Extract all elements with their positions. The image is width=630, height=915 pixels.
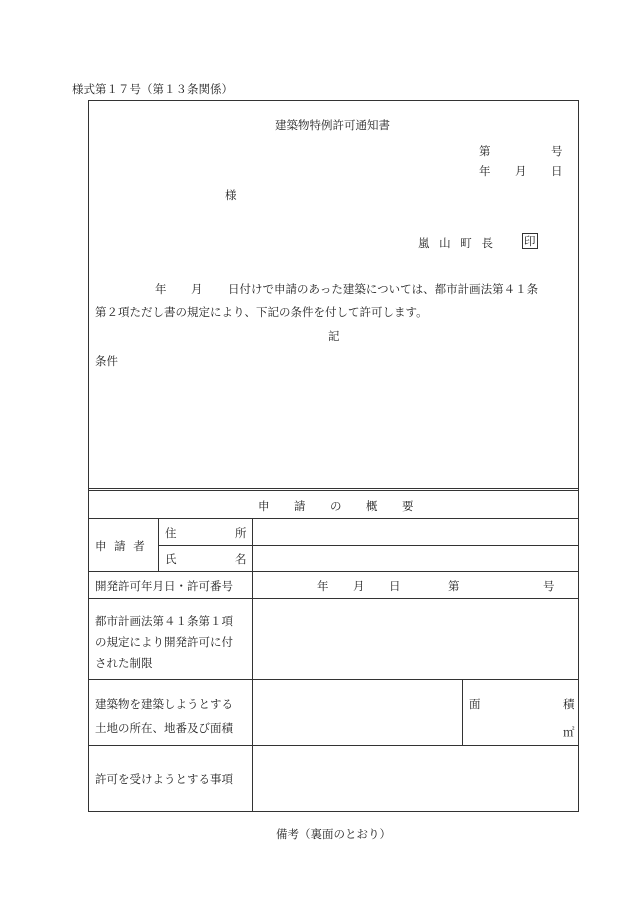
- seal-mark: [522, 233, 538, 249]
- row-divider: [88, 679, 579, 680]
- summary-header-char: の: [330, 499, 342, 513]
- notice-title: 建築物特例許可通知書: [275, 118, 390, 132]
- area-unit: ㎡: [563, 725, 575, 739]
- row-divider: [88, 598, 579, 599]
- permit-no-prefix: 第: [448, 579, 460, 593]
- issuer-name: 嵐 山 町 長: [418, 236, 493, 250]
- restriction-label-line: 都市計画法第４１条第１項: [95, 614, 233, 628]
- summary-header-char: 要: [402, 499, 414, 513]
- area-label-char: 積: [563, 697, 575, 711]
- row-divider: [88, 518, 579, 519]
- body-line1: 日付けで申請のあった建築については、都市計画法第４１条: [228, 282, 539, 296]
- address-label-char: 住: [165, 526, 177, 540]
- column-divider: [252, 518, 253, 812]
- notice-number-suffix: 号: [551, 144, 563, 158]
- permit-label: 開発許可年月日・許可番号: [95, 579, 233, 593]
- land-label-line: 土地の所在、地番及び面積: [95, 721, 233, 735]
- summary-header-char: 申: [258, 499, 270, 513]
- column-divider: [158, 518, 159, 571]
- applicant-label: 申 請 者: [95, 539, 145, 553]
- area-label-char: 面: [469, 697, 481, 711]
- body-line2: 第２項ただし書の規定により、下記の条件を付して許可します。: [95, 305, 428, 319]
- footer-note: 備考（裏面のとおり）: [276, 827, 391, 841]
- land-label-line: 建築物を建築しようとする: [95, 697, 233, 711]
- permit-day: 日: [389, 579, 401, 593]
- summary-header-char: 請: [294, 499, 306, 513]
- section-divider: [88, 488, 579, 489]
- section-divider-double: [88, 490, 579, 491]
- row-divider: [88, 745, 579, 746]
- column-divider: [462, 679, 463, 745]
- notice-date-month: 月: [515, 164, 527, 178]
- notice-date-day: 日: [551, 164, 563, 178]
- restriction-label-line: された制限: [95, 656, 153, 670]
- permit-year: 年: [317, 579, 329, 593]
- form-number: 様式第１７号（第１３条関係）: [72, 82, 233, 96]
- address-label-char: 所: [235, 526, 247, 540]
- addressee-suffix: 様: [225, 188, 237, 202]
- conditions-label: 条件: [95, 354, 118, 368]
- record-label: 記: [328, 329, 340, 343]
- name-label-char: 氏: [165, 552, 177, 566]
- permit-no-suffix: 号: [543, 579, 555, 593]
- seal-icon: 印: [524, 234, 536, 248]
- row-divider: [88, 571, 579, 572]
- body-date-year: 年: [155, 282, 167, 296]
- matter-label: 許可を受けようとする事項: [95, 772, 233, 786]
- restriction-label-line: の規定により開発許可に付: [95, 635, 233, 649]
- row-divider: [158, 545, 579, 546]
- name-label-char: 名: [235, 552, 247, 566]
- notice-number-prefix: 第: [479, 144, 491, 158]
- summary-header-char: 概: [366, 499, 378, 513]
- notice-date-year: 年: [479, 164, 491, 178]
- body-date-month: 月: [191, 282, 203, 296]
- permit-month: 月: [353, 579, 365, 593]
